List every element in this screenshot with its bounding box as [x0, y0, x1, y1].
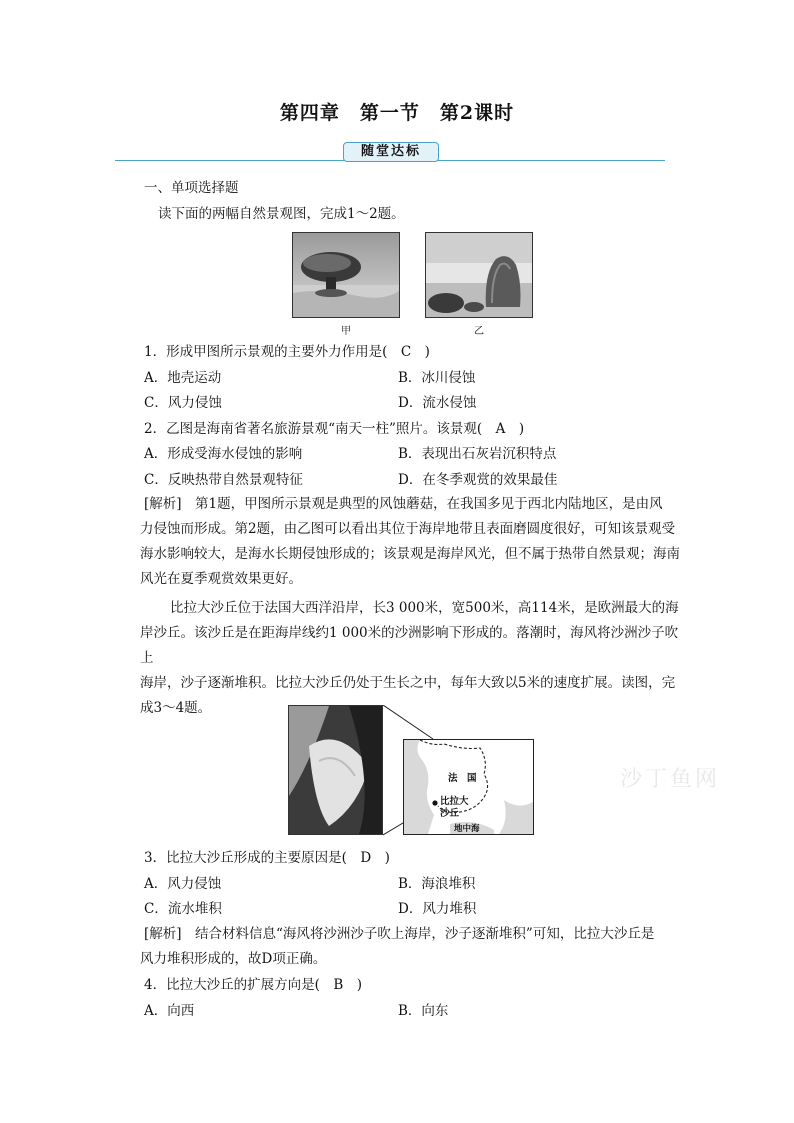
- analysis-line: 风力堆积形成的，故D项正确。: [140, 951, 327, 967]
- analysis-line: 力侵蚀而形成。第2题，由乙图可以看出其位于海岸地带且表面磨圆度很好，可知该景观受: [140, 521, 676, 537]
- q1-option-d: D．流水侵蚀: [398, 395, 477, 411]
- section-badge: 随堂达标: [343, 142, 439, 162]
- q4-option-a: A．向西: [144, 1003, 195, 1019]
- analysis-q3: [140, 922, 684, 972]
- map-label-dune: 比拉大 沙丘: [440, 796, 469, 819]
- analysis-line: 海水影响较大，是海水长期侵蚀形成的；该景观是海岸风光，但不属于热带自然景观；海南: [140, 546, 680, 562]
- q3-option-c: C．流水堆积: [144, 901, 222, 917]
- q1-option-b: B．冰川侵蚀: [398, 370, 476, 386]
- q3-stem: 3．比拉大沙丘形成的主要原因是( D ): [144, 850, 390, 866]
- map-label-france: 法 国: [448, 773, 477, 784]
- q1-option-c: C．风力侵蚀: [144, 395, 222, 411]
- intro-q1-2: 读下面的两幅自然景观图，完成1～2题。: [158, 206, 405, 222]
- france-inset-map: [403, 739, 534, 835]
- intro-q3-4: [140, 596, 685, 721]
- intro-line: 岸沙丘。该沙丘是在距海岸线约1 000米的沙洲影响下形成的。落潮时，海风将沙洲沙子吹上: [140, 625, 679, 666]
- intro-line: 比拉大沙丘位于法国大西洋沿岸，长3 000米，宽500米，高114米，是欧洲最大的海: [170, 600, 679, 616]
- analysis-line: 风光在夏季观赏效果更好。: [140, 571, 302, 587]
- watermark: 沙丁鱼网: [620, 767, 721, 792]
- analysis-line: [解析] 第1题，甲图所示景观是典型的风蚀蘑菇，在我国多见于西北内陆地区，是由风: [144, 496, 663, 512]
- q4-stem: 4．比拉大沙丘的扩展方向是( B ): [144, 977, 363, 993]
- mushroom-rock-photo: [292, 232, 400, 318]
- q2-option-c: C．反映热带自然景观特征: [144, 472, 303, 488]
- analysis-line: [解析] 结合材料信息“海风将沙洲沙子吹上海岸，沙子逐渐堆积”可知，比拉大沙丘是: [144, 926, 655, 942]
- q1-stem: 1．形成甲图所示景观的主要外力作用是( C ): [144, 344, 430, 360]
- q3-option-d: D．风力堆积: [398, 901, 477, 917]
- q3-option-a: A．风力侵蚀: [144, 876, 222, 892]
- intro-line: 成3～4题。: [140, 700, 212, 716]
- analysis-q1-2: [140, 492, 684, 592]
- section-heading: 一、单项选择题: [144, 180, 239, 196]
- page-title: 第四章 第一节 第2课时: [279, 102, 515, 124]
- caption-jia: 甲: [341, 326, 351, 337]
- q1-option-a: A．地壳运动: [144, 370, 222, 386]
- dune-aerial-photo: [288, 705, 383, 835]
- q4-option-b: B．向东: [398, 1003, 449, 1019]
- q2-option-a: A．形成受海水侵蚀的影响: [144, 446, 303, 462]
- tianya-rock-photo: [425, 232, 533, 318]
- q2-stem: 2．乙图是海南省著名旅游景观“南天一柱”照片。该景观( A ): [144, 421, 525, 437]
- q2-option-d: D．在冬季观赏的效果最佳: [398, 472, 558, 488]
- map-label-sea: 地中海: [454, 824, 480, 834]
- intro-line: 海岸，沙子逐渐堆积。比拉大沙丘仍处于生长之中，每年大致以5米的速度扩展。读图，完: [140, 675, 676, 691]
- caption-yi: 乙: [474, 326, 484, 337]
- q2-option-b: B．表现出石灰岩沉积特点: [398, 446, 557, 462]
- q3-option-b: B．海浪堆积: [398, 876, 476, 892]
